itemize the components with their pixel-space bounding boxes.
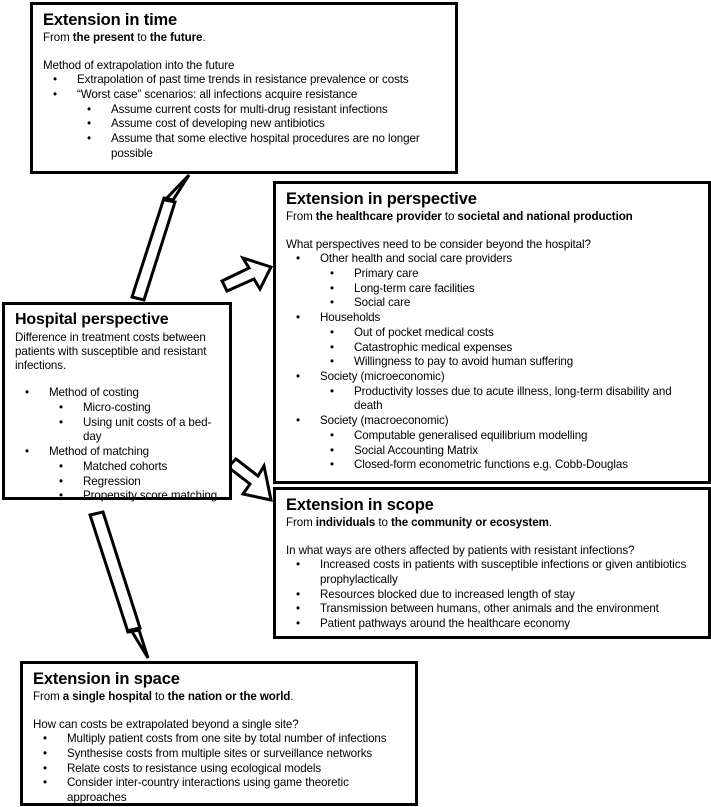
box-subtitle [286, 516, 699, 530]
arrow-hospital-to-perspective [222, 258, 271, 291]
bullet-text: Consider inter-country interactions using game theoretic approaches [67, 776, 349, 805]
plain-text: to [441, 210, 458, 224]
bullet-list-level-1 [43, 73, 446, 161]
bullet-item-level-1 [286, 252, 699, 267]
bullet-dot-icon [330, 296, 334, 311]
bullet-list-level-1 [15, 386, 220, 504]
bullet-text: Other health and social care providers [320, 252, 513, 266]
emphasis-text: the community or ecosystem [390, 516, 549, 530]
bullet-item-level-1 [15, 445, 220, 460]
bullet-list-level-2 [15, 460, 220, 504]
bullet-dot-icon [330, 326, 334, 341]
bullet-item-level-1 [33, 762, 406, 777]
bullet-list-level-1 [286, 558, 699, 632]
spacer [43, 46, 446, 59]
bullet-text: Extrapolation of past time trends in resistance prevalence or costs [77, 73, 409, 87]
bullet-text: Method of costing [49, 386, 139, 400]
emphasis-text: individuals [315, 516, 376, 530]
bullet-dot-icon [330, 267, 334, 282]
box-extension-in-time [30, 2, 458, 174]
bullet-text: Resources blocked due to increased length of stay [320, 587, 575, 601]
box-subtitle [286, 210, 699, 224]
bullet-dot-icon [87, 103, 91, 118]
box-title: Extension in space [33, 670, 180, 688]
bullet-dot-icon [330, 444, 334, 459]
box-hospital-perspective [2, 302, 232, 503]
bullet-text: Method of matching [49, 445, 150, 459]
bullet-list-level-2 [286, 326, 699, 370]
bullet-item-level-2 [320, 341, 699, 356]
bullet-text: Transmission between humans, other animals and the environment [320, 602, 659, 616]
bullet-list-level-1 [286, 252, 699, 473]
bullet-item-level-1 [33, 747, 406, 762]
box-bullet-list [15, 386, 220, 504]
spacer [15, 373, 220, 386]
bullet-text: Multiply patient costs from one site by total number of infections [67, 732, 387, 746]
bullet-dot-icon [59, 416, 63, 431]
bullet-item-level-1 [33, 732, 406, 747]
bullet-text: Using unit costs of a bed-day [83, 415, 212, 444]
bullet-item-level-2 [77, 103, 446, 118]
bullet-dot-icon [296, 252, 300, 267]
bullet-text: Social Accounting Matrix [354, 443, 478, 457]
bullet-dot-icon [43, 732, 47, 747]
bullet-text: Society (macroeconomic) [320, 414, 449, 428]
bullet-text: Society (microeconomic) [320, 369, 445, 383]
bullet-item-level-2 [77, 132, 446, 161]
bullet-item-level-1 [33, 776, 406, 805]
emphasis-text: the future [149, 31, 203, 45]
box-title: Extension in scope [286, 496, 434, 514]
bullet-dot-icon [330, 355, 334, 370]
bullet-list-level-2 [286, 267, 699, 311]
spacer [286, 225, 699, 238]
bullet-item-level-2 [320, 326, 699, 341]
box-subtitle [15, 331, 220, 373]
bullet-list-level-1 [33, 732, 406, 806]
bullet-list-level-2 [15, 401, 220, 445]
bullet-text: Households [320, 311, 381, 325]
bullet-dot-icon [25, 445, 29, 460]
bullet-item-level-2 [320, 385, 699, 414]
box-extension-in-scope [273, 487, 711, 639]
box-bullet-list [286, 252, 699, 473]
plain-text: . [202, 31, 206, 45]
plain-text: to [375, 516, 391, 530]
box-bullet-list [43, 73, 446, 161]
bullet-list-level-2 [286, 385, 699, 414]
arrow-hospital-to-space [90, 512, 148, 658]
plain-text: From [43, 31, 73, 45]
bullet-dot-icon [296, 558, 300, 573]
bullet-dot-icon [296, 370, 300, 385]
plain-text: . [548, 516, 552, 530]
bullet-item-level-1 [286, 311, 699, 326]
bullet-dot-icon [43, 747, 47, 762]
box-title: Hospital perspective [15, 311, 169, 328]
plain-text: From [286, 210, 316, 224]
bullet-dot-icon [59, 489, 63, 504]
bullet-text: Social care [354, 296, 411, 310]
bullet-text: Closed-form econometric functions e.g. Cobb-Douglas [354, 458, 628, 472]
bullet-text: “Worst case” scenarios: all infections acquire resistance [77, 87, 358, 101]
box-subtitle [43, 31, 446, 45]
bullet-text: Computable generalised equilibrium modelling [354, 428, 588, 442]
bullet-item-level-2 [320, 444, 699, 459]
bullet-dot-icon [25, 386, 29, 401]
box-extension-in-space [20, 661, 418, 806]
bullet-dot-icon [330, 341, 334, 356]
box-question: Method of extrapolation into the future [43, 58, 235, 72]
box-title: Extension in perspective [286, 190, 477, 208]
bullet-text: Relate costs to resistance using ecological models [67, 761, 322, 775]
bullet-item-level-2 [320, 458, 699, 473]
bullet-item-level-2 [49, 460, 220, 475]
bullet-text: Assume that some elective hospital procedures are no longer possible [111, 132, 420, 160]
bullet-item-level-2 [49, 475, 220, 490]
plain-text: to [151, 690, 168, 704]
emphasis-text: the present [72, 31, 135, 45]
spacer [286, 531, 699, 544]
plain-text: From [286, 516, 316, 530]
box-title: Extension in time [43, 11, 178, 29]
bullet-list-level-2 [286, 429, 699, 473]
bullet-text: Increased costs in patients with susceptible infections or given antibiotics prophylactically [320, 558, 687, 586]
box-question: In what ways are others affected by patients with resistant infections? [286, 543, 635, 557]
emphasis-text: the healthcare provider [315, 210, 442, 224]
bullet-text: Long-term care facilities [354, 281, 475, 295]
bullet-item-level-1 [43, 73, 446, 88]
box-question: How can costs be extrapolated beyond a single site? [33, 717, 299, 731]
bullet-dot-icon [59, 460, 63, 475]
bullet-dot-icon [330, 282, 334, 297]
box-extension-in-perspective [273, 181, 711, 484]
arrow-hospital-to-time [132, 175, 189, 300]
box-question: What perspectives need to be consider beyond the hospital? [286, 237, 591, 251]
emphasis-text: the nation or the world [167, 690, 291, 704]
emphasis-text: societal and national production [457, 210, 633, 224]
plain-text: . [290, 690, 294, 704]
bullet-item-level-1 [286, 588, 699, 603]
bullet-item-level-2 [49, 416, 220, 445]
bullet-dot-icon [296, 311, 300, 326]
bullet-dot-icon [53, 88, 57, 103]
spacer [33, 705, 406, 718]
bullet-dot-icon [53, 73, 57, 88]
bullet-text: Primary care [354, 266, 419, 280]
bullet-item-level-1 [15, 386, 220, 401]
bullet-dot-icon [59, 475, 63, 490]
bullet-text: Patient pathways around the healthcare economy [320, 617, 570, 631]
bullet-dot-icon [330, 385, 334, 400]
bullet-item-level-1 [286, 617, 699, 632]
bullet-item-level-1 [286, 414, 699, 429]
arrow-hospital-to-scope [228, 459, 271, 500]
bullet-text: Assume current costs for multi-drug resistant infections [111, 102, 388, 116]
plain-text: to [134, 31, 150, 45]
bullet-item-level-1 [286, 558, 699, 587]
bullet-dot-icon [296, 588, 300, 603]
bullet-dot-icon [87, 117, 91, 132]
bullet-dot-icon [330, 458, 334, 473]
bullet-item-level-2 [49, 401, 220, 416]
bullet-item-level-2 [77, 117, 446, 132]
box-bullet-list [33, 732, 406, 806]
bullet-dot-icon [87, 132, 91, 147]
bullet-text: Regression [83, 474, 141, 488]
bullet-dot-icon [296, 617, 300, 632]
bullet-text: Willingness to pay to avoid human suffering [354, 355, 574, 369]
bullet-text: Out of pocket medical costs [354, 325, 494, 339]
bullet-item-level-2 [320, 296, 699, 311]
bullet-dot-icon [43, 776, 47, 791]
bullet-text: Matched cohorts [83, 459, 168, 473]
bullet-item-level-2 [320, 282, 699, 297]
bullet-item-level-1 [43, 88, 446, 103]
bullet-list-level-2 [43, 103, 446, 162]
bullet-dot-icon [59, 401, 63, 416]
bullet-dot-icon [296, 414, 300, 429]
bullet-text: Catastrophic medical expenses [354, 340, 513, 354]
bullet-item-level-2 [320, 429, 699, 444]
plain-text: Difference in treatment costs between patients with susceptible and resistant infections. [15, 330, 207, 373]
bullet-dot-icon [43, 762, 47, 777]
bullet-text: Propensity score matching [83, 489, 218, 503]
bullet-dot-icon [330, 429, 334, 444]
bullet-item-level-1 [286, 602, 699, 617]
bullet-text: Productivity losses due to acute illness, long-term disability and death [354, 384, 672, 413]
emphasis-text: a single hospital [62, 690, 152, 704]
plain-text: From [33, 690, 63, 704]
bullet-item-level-2 [49, 489, 220, 504]
box-subtitle [33, 690, 406, 704]
bullet-item-level-2 [320, 355, 699, 370]
bullet-dot-icon [296, 602, 300, 617]
box-bullet-list [286, 558, 699, 632]
bullet-item-level-1 [286, 370, 699, 385]
bullet-text: Assume cost of developing new antibiotics [111, 117, 325, 131]
bullet-text: Synthesise costs from multiple sites or surveillance networks [67, 746, 373, 760]
bullet-text: Micro-costing [83, 401, 151, 415]
bullet-item-level-2 [320, 267, 699, 282]
